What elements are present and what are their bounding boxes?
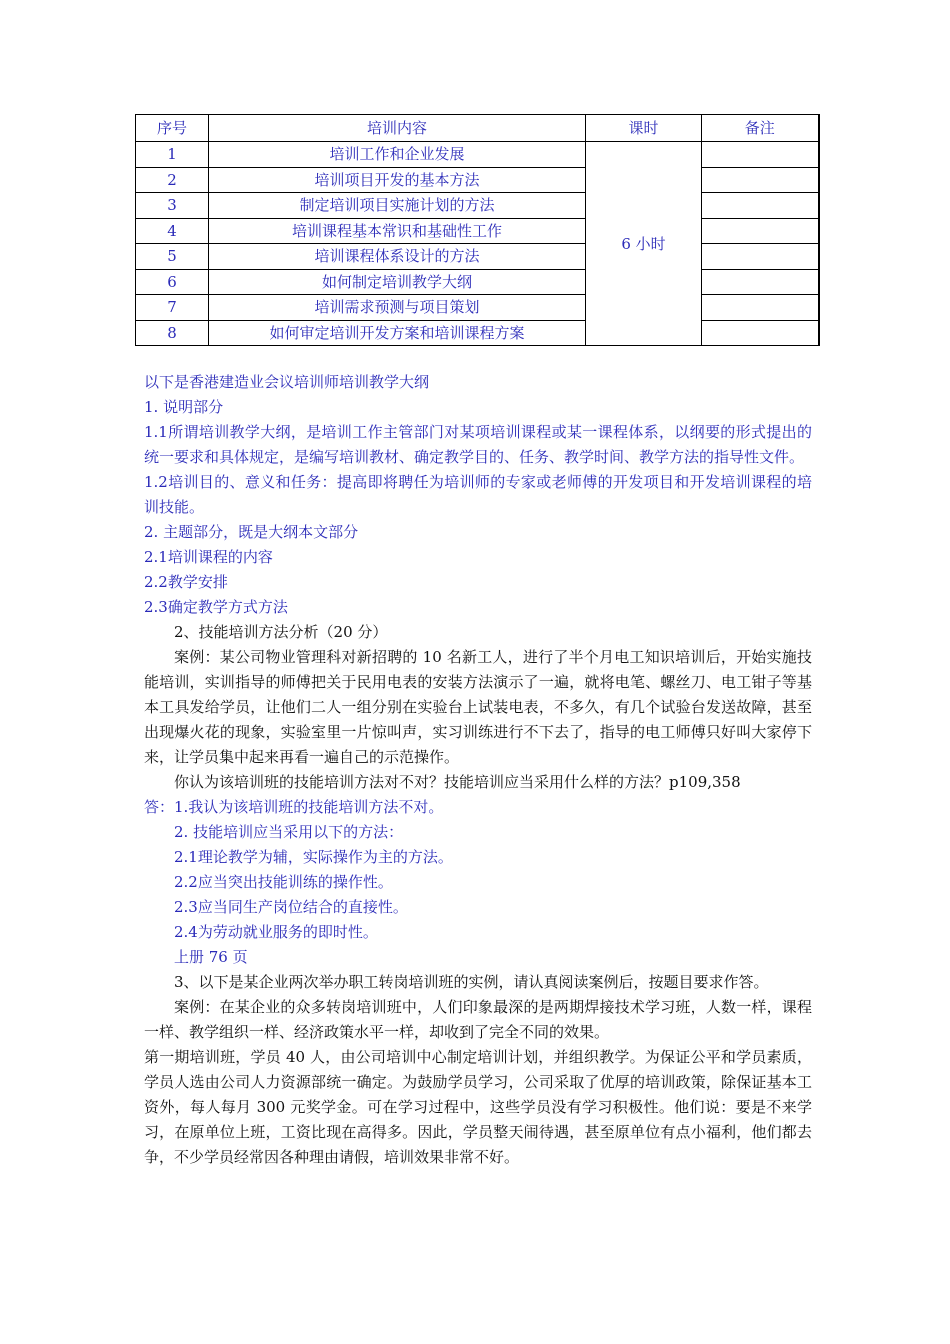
- table-row: [136, 244, 819, 270]
- answer-line: 2.2应当突出技能训练的操作性。: [174, 873, 393, 891]
- row-content: 培训课程体系设计的方法: [209, 244, 586, 270]
- table-row: [136, 295, 819, 321]
- row-no: 7: [136, 295, 209, 321]
- course-table: [135, 114, 820, 346]
- list-item: 2.3确定教学方式方法: [144, 598, 288, 616]
- page-reference: 上册 76 页: [174, 948, 248, 966]
- row-content: 培训工作和企业发展: [209, 142, 586, 168]
- case-paragraph: 第一期培训班，学员 40 人，由公司培训中心制定培训计划，并组织教学。为保证公平和学员素质，学员人选由公司人力资源部统一确定。为鼓励学员学习，公司采取了优厚的培训政策，除保证基本工资外，每人每月 300 元奖学金。可在学习过程中，这些学员没有学习积极性。他们说：要是不来学习，在原单位上班，工资比现在高得多。因此，学员整天闹待遇，甚至原单位有点小福利，他们都去争，不少学员经常因各种理由请假，培训效果非常不好。: [144, 1048, 812, 1166]
- section-heading: 1. 说明部分: [144, 398, 224, 416]
- row-remarks: [702, 193, 819, 219]
- paragraph: 1.1所谓培训教学大纲，是培训工作主管部门对某项培训课程或某一课程体系，以纲要的形式提出的统一要求和具体规定，是编写培训教材、确定教学目的、任务、教学时间、教学方法的指导性文件。: [144, 423, 812, 466]
- answer-line: 2. 技能培训应当采用以下的方法：: [174, 823, 404, 841]
- answer-line: 2.4为劳动就业服务的即时性。: [174, 923, 378, 941]
- row-remarks: [702, 244, 819, 270]
- row-no: 6: [136, 269, 209, 295]
- row-content: 如何制定培训教学大纲: [209, 269, 586, 295]
- header-remarks: 备注: [702, 115, 819, 142]
- header-hours: 课时: [586, 115, 702, 142]
- row-remarks: [702, 269, 819, 295]
- row-content: 培训需求预测与项目策划: [209, 295, 586, 321]
- question-text: 你认为该培训班的技能培训方法对不对？技能培训应当采用什么样的方法？p109,358: [174, 773, 741, 791]
- header-no: 序号: [136, 115, 209, 142]
- table-header-row: [136, 115, 819, 142]
- case-paragraph: 案例：某公司物业管理科对新招聘的 10 名新工人，进行了半个月电工知识培训后，开始实施技能培训，实训指导的师傅把关于民用电表的安装方法演示了一遍，就将电笔、螺丝刀、电工钳子等基本工具发给学员，让他们二人一组分别在实验台上试装电表，不多久，有几个试验台发送故障，甚至出现爆火花的现象，实验室里一片惊叫声，实习训练进行不下去了，指导的电工师傅只好叫大家停下来，让学员集中起来再看一遍自己的示范操作。: [144, 648, 812, 766]
- row-content: 制定培训项目实施计划的方法: [209, 193, 586, 219]
- document-body: [144, 370, 812, 1170]
- table-row: [136, 218, 819, 244]
- row-remarks: [702, 295, 819, 321]
- row-content: 如何审定培训开发方案和培训课程方案: [209, 320, 586, 346]
- paragraph: 1.2培训目的、意义和任务：提高即将聘任为培训师的专家或老师傅的开发项目和开发培训课程的培训技能。: [144, 473, 812, 516]
- row-remarks: [702, 142, 819, 168]
- list-item: 2.1培训课程的内容: [144, 548, 273, 566]
- answer-line: 2.3应当同生产岗位结合的直接性。: [174, 898, 408, 916]
- question-heading: 2、技能培训方法分析（20 分）: [174, 623, 388, 641]
- row-no: 2: [136, 167, 209, 193]
- table-row: [136, 167, 819, 193]
- row-no: 3: [136, 193, 209, 219]
- table-row: [136, 269, 819, 295]
- row-remarks: [702, 218, 819, 244]
- case-paragraph: 案例：在某企业的众多转岗培训班中，人们印象最深的是两期焊接技术学习班，人数一样，课程一样、教学组织一样、经济政策水平一样，却收到了完全不同的效果。: [144, 998, 812, 1041]
- row-remarks: [702, 167, 819, 193]
- table-row: [136, 320, 819, 346]
- row-remarks: [702, 320, 819, 346]
- table-row: [136, 193, 819, 219]
- outline-title: 以下是香港建造业会议培训师培训教学大纲: [144, 373, 430, 391]
- question-heading: 3、以下是某企业两次举办职工转岗培训班的实例，请认真阅读案例后，按题目要求作答。: [174, 973, 769, 991]
- section-heading: 2. 主题部分，既是大纲本文部分: [144, 523, 359, 541]
- answer-line: 答：1.我认为该培训班的技能培训方法不对。: [144, 798, 444, 816]
- header-content: 培训内容: [209, 115, 586, 142]
- row-no: 8: [136, 320, 209, 346]
- table-row: [136, 142, 819, 168]
- hours-cell: 6 小时: [586, 142, 702, 346]
- row-no: 5: [136, 244, 209, 270]
- row-no: 4: [136, 218, 209, 244]
- row-content: 培训课程基本常识和基础性工作: [209, 218, 586, 244]
- row-no: 1: [136, 142, 209, 168]
- list-item: 2.2教学安排: [144, 573, 228, 591]
- row-content: 培训项目开发的基本方法: [209, 167, 586, 193]
- answer-line: 2.1理论教学为辅，实际操作为主的方法。: [174, 848, 453, 866]
